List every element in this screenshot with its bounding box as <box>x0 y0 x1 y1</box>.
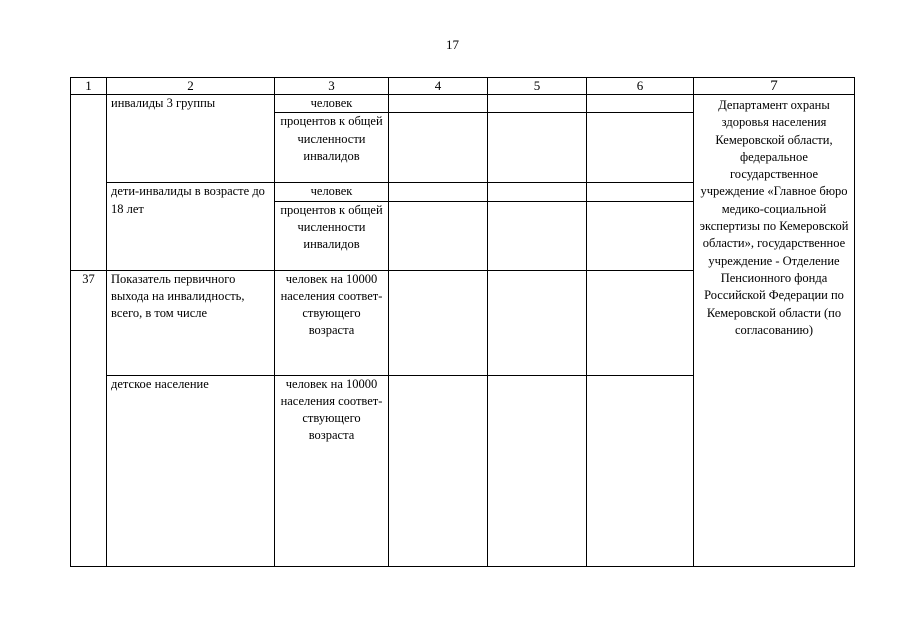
header-row <box>71 78 855 95</box>
value-cell <box>488 201 587 270</box>
indicator-cell: детское население <box>107 375 275 566</box>
page-number: 17 <box>446 37 459 52</box>
responsible-cell: Департамент охраны здоровья населения Кемеровской области, федеральное государственное учреждение «Главное бюро медико-социальной экспертизы по Кемеровской области», государственное учреждение - Отделение Пенсионного фонда Российской Федерации по Кемеровской области (по согласованию) <box>694 95 855 567</box>
value-cell <box>389 95 488 113</box>
unit-cell: процентов к общей численности инвалидов <box>275 113 389 183</box>
indicator-cell: дети-инвалиды в возрасте до 18 лет <box>107 183 275 270</box>
table-row <box>71 95 855 113</box>
indicator-cell: инвалиды 3 группы <box>107 95 275 183</box>
value-cell <box>488 183 587 201</box>
value-cell <box>389 201 488 270</box>
unit-cell: процентов к общей численности инвалидов <box>275 201 389 270</box>
value-cell <box>587 375 694 566</box>
unit-cell: человек на 10000 населения соответ-ствующего возраста <box>275 375 389 566</box>
header-cell-4: 4 <box>389 78 488 95</box>
value-cell <box>587 95 694 113</box>
value-cell <box>587 183 694 201</box>
data-table <box>70 77 855 567</box>
value-cell <box>488 113 587 183</box>
header-cell-6: 6 <box>587 78 694 95</box>
header-cell-1: 1 <box>71 78 107 95</box>
unit-cell: человек <box>275 183 389 201</box>
header-cell-5: 5 <box>488 78 587 95</box>
header-cell-3: 3 <box>275 78 389 95</box>
value-cell <box>488 95 587 113</box>
header-cell-2: 2 <box>107 78 275 95</box>
unit-cell: человек <box>275 95 389 113</box>
value-cell <box>389 375 488 566</box>
number-cell-empty <box>71 95 107 271</box>
value-cell <box>587 270 694 375</box>
indicator-cell: Показатель первичного выхода на инвалидность, всего, в том числе <box>107 270 275 375</box>
value-cell <box>389 270 488 375</box>
value-cell <box>488 270 587 375</box>
value-cell <box>389 183 488 201</box>
value-cell <box>389 113 488 183</box>
unit-cell: человек на 10000 населения соответ-ствующего возраста <box>275 270 389 375</box>
value-cell <box>587 201 694 270</box>
number-cell: 37 <box>71 270 107 566</box>
value-cell <box>587 113 694 183</box>
header-cell-7: 7 <box>694 78 855 95</box>
value-cell <box>488 375 587 566</box>
